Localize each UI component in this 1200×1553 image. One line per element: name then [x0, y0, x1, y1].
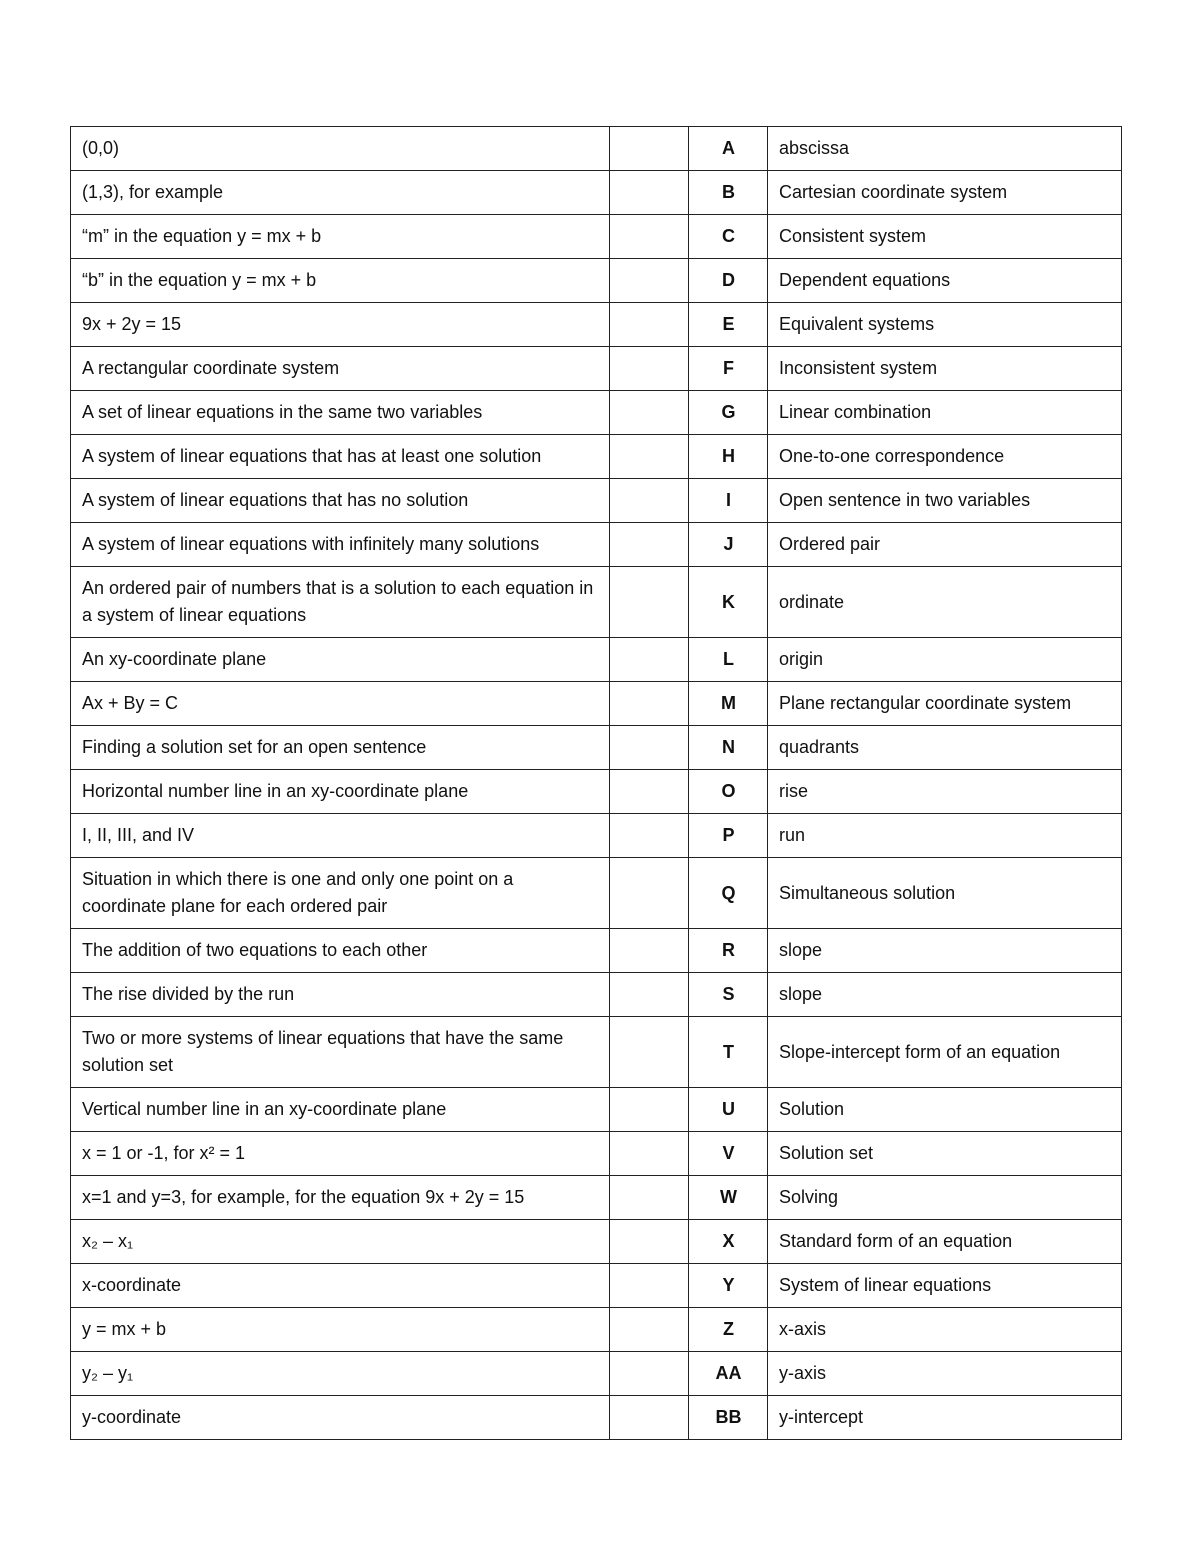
choice-letter-cell: V — [689, 1132, 768, 1176]
answer-blank-cell[interactable] — [610, 435, 689, 479]
answer-blank-cell[interactable] — [610, 638, 689, 682]
answer-blank-cell[interactable] — [610, 682, 689, 726]
table-row — [71, 1220, 1122, 1264]
term-cell: y-intercept — [768, 1396, 1122, 1440]
table-row — [71, 567, 1122, 638]
choice-letter-cell: S — [689, 973, 768, 1017]
choice-letter-cell: Y — [689, 1264, 768, 1308]
term-cell: Slope-intercept form of an equation — [768, 1017, 1122, 1088]
definition-cell: Finding a solution set for an open sentence — [71, 726, 610, 770]
choice-letter-cell: L — [689, 638, 768, 682]
term-cell: origin — [768, 638, 1122, 682]
definition-cell: An xy-coordinate plane — [71, 638, 610, 682]
definition-cell: An ordered pair of numbers that is a solution to each equation in a system of linear equations — [71, 567, 610, 638]
term-cell: System of linear equations — [768, 1264, 1122, 1308]
choice-letter-cell: T — [689, 1017, 768, 1088]
definition-cell: y₂ – y₁ — [71, 1352, 610, 1396]
answer-blank-cell[interactable] — [610, 1017, 689, 1088]
term-cell: Cartesian coordinate system — [768, 171, 1122, 215]
table-row — [71, 171, 1122, 215]
table-row — [71, 391, 1122, 435]
definition-cell: The addition of two equations to each other — [71, 929, 610, 973]
term-cell: y-axis — [768, 1352, 1122, 1396]
term-cell: slope — [768, 973, 1122, 1017]
choice-letter-cell: BB — [689, 1396, 768, 1440]
table-row — [71, 1264, 1122, 1308]
definition-cell: 9x + 2y = 15 — [71, 303, 610, 347]
choice-letter-cell: O — [689, 770, 768, 814]
table-row — [71, 973, 1122, 1017]
term-cell: Ordered pair — [768, 523, 1122, 567]
definition-cell: y-coordinate — [71, 1396, 610, 1440]
term-cell: Solution set — [768, 1132, 1122, 1176]
definition-cell: x = 1 or -1, for x² = 1 — [71, 1132, 610, 1176]
choice-letter-cell: D — [689, 259, 768, 303]
answer-blank-cell[interactable] — [610, 567, 689, 638]
term-cell: Linear combination — [768, 391, 1122, 435]
definition-cell: Horizontal number line in an xy-coordinate plane — [71, 770, 610, 814]
choice-letter-cell: Z — [689, 1308, 768, 1352]
table-row — [71, 1088, 1122, 1132]
answer-blank-cell[interactable] — [610, 259, 689, 303]
answer-blank-cell[interactable] — [610, 1396, 689, 1440]
definition-cell: Ax + By = C — [71, 682, 610, 726]
choice-letter-cell: B — [689, 171, 768, 215]
term-cell: x-axis — [768, 1308, 1122, 1352]
answer-blank-cell[interactable] — [610, 973, 689, 1017]
answer-blank-cell[interactable] — [610, 215, 689, 259]
term-cell: Equivalent systems — [768, 303, 1122, 347]
choice-letter-cell: N — [689, 726, 768, 770]
answer-blank-cell[interactable] — [610, 127, 689, 171]
definition-cell: The rise divided by the run — [71, 973, 610, 1017]
term-cell: One-to-one correspondence — [768, 435, 1122, 479]
answer-blank-cell[interactable] — [610, 479, 689, 523]
answer-blank-cell[interactable] — [610, 1352, 689, 1396]
table-row — [71, 1176, 1122, 1220]
definition-cell: y = mx + b — [71, 1308, 610, 1352]
choice-letter-cell: P — [689, 814, 768, 858]
table-row — [71, 127, 1122, 171]
term-cell: Solution — [768, 1088, 1122, 1132]
table-row — [71, 347, 1122, 391]
choice-letter-cell: K — [689, 567, 768, 638]
table-row — [71, 1352, 1122, 1396]
term-cell: quadrants — [768, 726, 1122, 770]
answer-blank-cell[interactable] — [610, 303, 689, 347]
matching-rows — [71, 127, 1122, 1440]
choice-letter-cell: W — [689, 1176, 768, 1220]
answer-blank-cell[interactable] — [610, 347, 689, 391]
answer-blank-cell[interactable] — [610, 391, 689, 435]
table-row — [71, 814, 1122, 858]
answer-blank-cell[interactable] — [610, 1264, 689, 1308]
definition-cell: x=1 and y=3, for example, for the equation 9x + 2y = 15 — [71, 1176, 610, 1220]
definition-cell: A system of linear equations with infinitely many solutions — [71, 523, 610, 567]
definition-cell: A set of linear equations in the same two variables — [71, 391, 610, 435]
table-row — [71, 303, 1122, 347]
definition-cell: x-coordinate — [71, 1264, 610, 1308]
term-cell: abscissa — [768, 127, 1122, 171]
term-cell: Dependent equations — [768, 259, 1122, 303]
choice-letter-cell: F — [689, 347, 768, 391]
table-row — [71, 1396, 1122, 1440]
answer-blank-cell[interactable] — [610, 1088, 689, 1132]
answer-blank-cell[interactable] — [610, 770, 689, 814]
answer-blank-cell[interactable] — [610, 1308, 689, 1352]
term-cell: slope — [768, 929, 1122, 973]
answer-blank-cell[interactable] — [610, 929, 689, 973]
choice-letter-cell: AA — [689, 1352, 768, 1396]
term-cell: Plane rectangular coordinate system — [768, 682, 1122, 726]
term-cell: run — [768, 814, 1122, 858]
choice-letter-cell: C — [689, 215, 768, 259]
choice-letter-cell: J — [689, 523, 768, 567]
choice-letter-cell: Q — [689, 858, 768, 929]
definition-cell: “b” in the equation y = mx + b — [71, 259, 610, 303]
term-cell: Simultaneous solution — [768, 858, 1122, 929]
table-row — [71, 435, 1122, 479]
term-cell: ordinate — [768, 567, 1122, 638]
definition-cell: (0,0) — [71, 127, 610, 171]
term-cell: Solving — [768, 1176, 1122, 1220]
table-row — [71, 682, 1122, 726]
matching-table — [70, 126, 1122, 1440]
table-row — [71, 929, 1122, 973]
table-row — [71, 638, 1122, 682]
answer-blank-cell[interactable] — [610, 814, 689, 858]
choice-letter-cell: A — [689, 127, 768, 171]
answer-blank-cell[interactable] — [610, 1176, 689, 1220]
answer-blank-cell[interactable] — [610, 171, 689, 215]
term-cell: Inconsistent system — [768, 347, 1122, 391]
definition-cell: Vertical number line in an xy-coordinate plane — [71, 1088, 610, 1132]
table-row — [71, 523, 1122, 567]
definition-cell: x₂ – x₁ — [71, 1220, 610, 1264]
answer-blank-cell[interactable] — [610, 1220, 689, 1264]
definition-cell: I, II, III, and IV — [71, 814, 610, 858]
term-cell: rise — [768, 770, 1122, 814]
table-row — [71, 770, 1122, 814]
definition-cell: Situation in which there is one and only one point on a coordinate plane for each ordered pair — [71, 858, 610, 929]
term-cell: Standard form of an equation — [768, 1220, 1122, 1264]
choice-letter-cell: R — [689, 929, 768, 973]
table-row — [71, 1017, 1122, 1088]
table-row — [71, 259, 1122, 303]
choice-letter-cell: H — [689, 435, 768, 479]
answer-blank-cell[interactable] — [610, 1132, 689, 1176]
answer-blank-cell[interactable] — [610, 523, 689, 567]
definition-cell: “m” in the equation y = mx + b — [71, 215, 610, 259]
term-cell: Consistent system — [768, 215, 1122, 259]
definition-cell: A rectangular coordinate system — [71, 347, 610, 391]
choice-letter-cell: X — [689, 1220, 768, 1264]
table-row — [71, 858, 1122, 929]
definition-cell: Two or more systems of linear equations that have the same solution set — [71, 1017, 610, 1088]
table-row — [71, 1132, 1122, 1176]
choice-letter-cell: M — [689, 682, 768, 726]
table-row — [71, 215, 1122, 259]
definition-cell: A system of linear equations that has at least one solution — [71, 435, 610, 479]
choice-letter-cell: G — [689, 391, 768, 435]
choice-letter-cell: I — [689, 479, 768, 523]
definition-cell: A system of linear equations that has no solution — [71, 479, 610, 523]
choice-letter-cell: E — [689, 303, 768, 347]
term-cell: Open sentence in two variables — [768, 479, 1122, 523]
answer-blank-cell[interactable] — [610, 726, 689, 770]
definition-cell: (1,3), for example — [71, 171, 610, 215]
table-row — [71, 479, 1122, 523]
answer-blank-cell[interactable] — [610, 858, 689, 929]
table-row — [71, 1308, 1122, 1352]
choice-letter-cell: U — [689, 1088, 768, 1132]
table-row — [71, 726, 1122, 770]
